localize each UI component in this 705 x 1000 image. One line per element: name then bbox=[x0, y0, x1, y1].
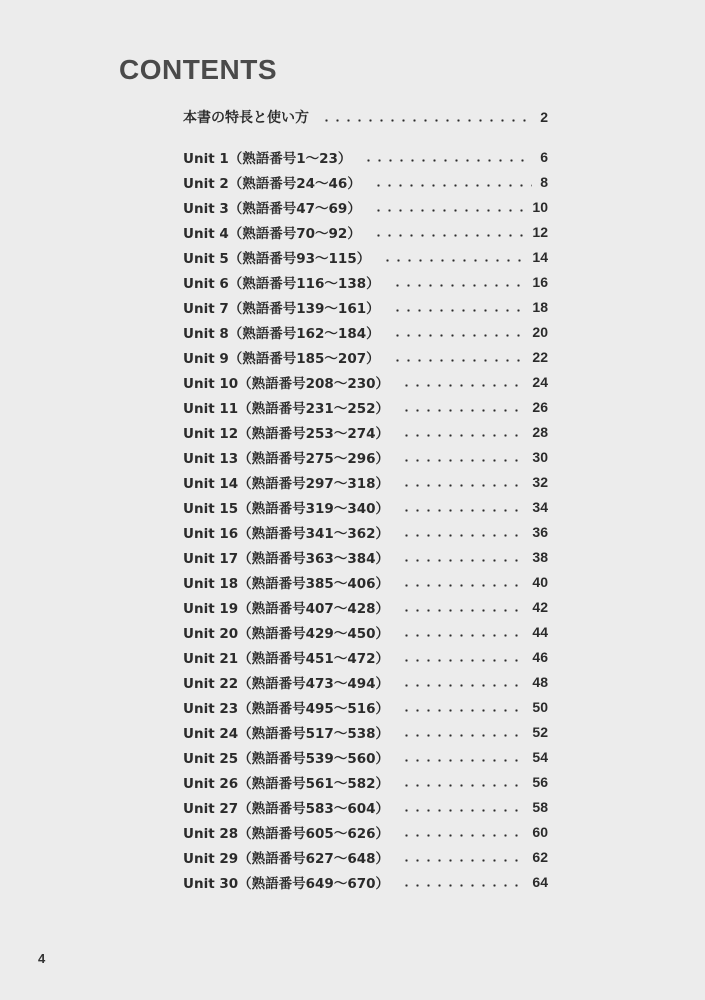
toc-entry-page: 26 bbox=[532, 398, 548, 415]
dot-leader bbox=[401, 534, 524, 537]
toc-entry-unit[interactable] bbox=[183, 669, 548, 694]
toc-entry-page: 62 bbox=[532, 848, 548, 865]
toc-entry-unit[interactable] bbox=[183, 419, 548, 444]
toc-entry-label: 本書の特長と使い方 bbox=[183, 109, 309, 126]
dot-leader bbox=[401, 559, 524, 562]
toc-entry-label: Unit 22（熟語番号473～494） bbox=[183, 675, 390, 692]
toc-entry-unit[interactable] bbox=[183, 494, 548, 519]
toc-entry-unit[interactable] bbox=[183, 869, 548, 894]
toc-entry-intro[interactable] bbox=[183, 104, 548, 129]
toc-entry-page: 46 bbox=[532, 648, 548, 665]
dot-leader bbox=[401, 584, 524, 587]
dot-leader bbox=[401, 759, 524, 762]
toc-entry-page: 8 bbox=[540, 173, 548, 190]
toc-entry-label: Unit 14（熟語番号297～318） bbox=[183, 475, 390, 492]
toc-entry-page: 40 bbox=[532, 573, 548, 590]
toc-entry-label: Unit 20（熟語番号429～450） bbox=[183, 625, 390, 642]
toc-entry-label: Unit 25（熟語番号539～560） bbox=[183, 750, 390, 767]
page-title: CONTENTS bbox=[119, 54, 277, 85]
toc-entry-page: 42 bbox=[532, 598, 548, 615]
toc-entry-label: Unit 5（熟語番号93～115） bbox=[183, 250, 371, 267]
toc-entry-unit[interactable] bbox=[183, 644, 548, 669]
dot-leader bbox=[401, 609, 524, 612]
toc-entry-unit[interactable] bbox=[183, 569, 548, 594]
toc-entry-label: Unit 1（熟語番号1～23） bbox=[183, 150, 352, 167]
toc-entry-unit[interactable] bbox=[183, 769, 548, 794]
toc-entry-unit[interactable] bbox=[183, 319, 548, 344]
dot-leader bbox=[401, 684, 524, 687]
toc-entry-label: Unit 19（熟語番号407～428） bbox=[183, 600, 390, 617]
dot-leader bbox=[401, 459, 524, 462]
toc-entry-page: 18 bbox=[532, 298, 548, 315]
dot-leader bbox=[373, 209, 525, 212]
toc-entry-page: 20 bbox=[532, 323, 548, 340]
toc-entry-unit[interactable] bbox=[183, 344, 548, 369]
toc-entry-label: Unit 8（熟語番号162～184） bbox=[183, 325, 380, 342]
toc-entry-page: 54 bbox=[532, 748, 548, 765]
toc-entry-unit[interactable] bbox=[183, 219, 548, 244]
toc-entry-unit[interactable] bbox=[183, 394, 548, 419]
toc-entry-label: Unit 26（熟語番号561～582） bbox=[183, 775, 390, 792]
toc-entry-label: Unit 30（熟語番号649～670） bbox=[183, 875, 390, 892]
dot-leader bbox=[373, 234, 525, 237]
toc-entry-page: 38 bbox=[532, 548, 548, 565]
dot-leader bbox=[401, 634, 524, 637]
toc-entry-label: Unit 11（熟語番号231～252） bbox=[183, 400, 390, 417]
toc-entry-page: 12 bbox=[532, 223, 548, 240]
dot-leader bbox=[392, 284, 525, 287]
toc-entry-label: Unit 9（熟語番号185～207） bbox=[183, 350, 380, 367]
toc-entry-page: 2 bbox=[540, 108, 548, 125]
toc-entry-label: Unit 24（熟語番号517～538） bbox=[183, 725, 390, 742]
toc-entry-label: Unit 15（熟語番号319～340） bbox=[183, 500, 390, 517]
dot-leader bbox=[373, 184, 532, 187]
toc-entry-page: 30 bbox=[532, 448, 548, 465]
toc-entry-page: 60 bbox=[532, 823, 548, 840]
dot-leader bbox=[401, 384, 524, 387]
toc-entry-unit[interactable] bbox=[183, 694, 548, 719]
toc-entry-unit[interactable] bbox=[183, 369, 548, 394]
toc-entry-label: Unit 6（熟語番号116～138） bbox=[183, 275, 380, 292]
toc-entry-unit[interactable] bbox=[183, 144, 548, 169]
toc-entry-label: Unit 16（熟語番号341～362） bbox=[183, 525, 390, 542]
toc-entry-unit[interactable] bbox=[183, 244, 548, 269]
dot-leader bbox=[401, 784, 524, 787]
toc-entry-page: 6 bbox=[540, 148, 548, 165]
toc-entry-label: Unit 12（熟語番号253～274） bbox=[183, 425, 390, 442]
dot-leader bbox=[401, 834, 524, 837]
toc-entry-unit[interactable] bbox=[183, 269, 548, 294]
toc-entry-unit[interactable] bbox=[183, 519, 548, 544]
dot-leader bbox=[401, 409, 524, 412]
toc-entry-page: 34 bbox=[532, 498, 548, 515]
dot-leader bbox=[392, 309, 525, 312]
toc-entry-unit[interactable] bbox=[183, 169, 548, 194]
toc-entry-unit[interactable] bbox=[183, 819, 548, 844]
toc-entry-page: 44 bbox=[532, 623, 548, 640]
toc-entry-unit[interactable] bbox=[183, 719, 548, 744]
toc-entry-page: 22 bbox=[532, 348, 548, 365]
toc-entry-unit[interactable] bbox=[183, 844, 548, 869]
toc-entry-page: 10 bbox=[532, 198, 548, 215]
toc-entry-label: Unit 23（熟語番号495～516） bbox=[183, 700, 390, 717]
toc-entry-page: 24 bbox=[532, 373, 548, 390]
dot-leader bbox=[392, 334, 525, 337]
dot-leader bbox=[401, 434, 524, 437]
dot-leader bbox=[401, 859, 524, 862]
dot-leader bbox=[401, 709, 524, 712]
toc-entry-label: Unit 29（熟語番号627～648） bbox=[183, 850, 390, 867]
toc-entry-page: 52 bbox=[532, 723, 548, 740]
toc-entry-label: Unit 2（熟語番号24～46） bbox=[183, 175, 361, 192]
toc-entry-page: 48 bbox=[532, 673, 548, 690]
dot-leader bbox=[401, 809, 524, 812]
toc-entry-unit[interactable] bbox=[183, 594, 548, 619]
toc-entry-page: 14 bbox=[532, 248, 548, 265]
toc-entry-unit[interactable] bbox=[183, 544, 548, 569]
toc-entry-unit[interactable] bbox=[183, 444, 548, 469]
toc-entry-label: Unit 7（熟語番号139～161） bbox=[183, 300, 380, 317]
toc-entry-label: Unit 21（熟語番号451～472） bbox=[183, 650, 390, 667]
dot-leader bbox=[401, 659, 524, 662]
toc-entry-unit[interactable] bbox=[183, 619, 548, 644]
toc-entry-page: 36 bbox=[532, 523, 548, 540]
toc-entry-unit[interactable] bbox=[183, 744, 548, 769]
toc-entry-label: Unit 10（熟語番号208～230） bbox=[183, 375, 390, 392]
toc-entry-label: Unit 3（熟語番号47～69） bbox=[183, 200, 361, 217]
page-number: 4 bbox=[38, 951, 46, 966]
dot-leader bbox=[392, 359, 525, 362]
dot-leader bbox=[401, 734, 524, 737]
toc-entry-page: 16 bbox=[532, 273, 548, 290]
toc-entry-page: 32 bbox=[532, 473, 548, 490]
toc-entry-unit[interactable] bbox=[183, 469, 548, 494]
toc-entry-unit[interactable] bbox=[183, 194, 548, 219]
toc-entry-label: Unit 4（熟語番号70～92） bbox=[183, 225, 361, 242]
toc-entry-label: Unit 27（熟語番号583～604） bbox=[183, 800, 390, 817]
toc-entry-label: Unit 13（熟語番号275～296） bbox=[183, 450, 390, 467]
toc-entry-page: 64 bbox=[532, 873, 548, 890]
toc-list bbox=[183, 144, 548, 894]
dot-leader bbox=[321, 119, 532, 122]
dot-leader bbox=[382, 259, 524, 262]
toc-entry-label: Unit 28（熟語番号605～626） bbox=[183, 825, 390, 842]
toc-entry-label: Unit 18（熟語番号385～406） bbox=[183, 575, 390, 592]
toc-entry-unit[interactable] bbox=[183, 794, 548, 819]
toc-entry-page: 50 bbox=[532, 698, 548, 715]
dot-leader bbox=[401, 509, 524, 512]
toc-entry-label: Unit 17（熟語番号363～384） bbox=[183, 550, 390, 567]
dot-leader bbox=[363, 159, 532, 162]
toc-entry-page: 56 bbox=[532, 773, 548, 790]
dot-leader bbox=[401, 884, 524, 887]
toc-entry-unit[interactable] bbox=[183, 294, 548, 319]
toc-entry-page: 58 bbox=[532, 798, 548, 815]
toc-entry-page: 28 bbox=[532, 423, 548, 440]
dot-leader bbox=[401, 484, 524, 487]
